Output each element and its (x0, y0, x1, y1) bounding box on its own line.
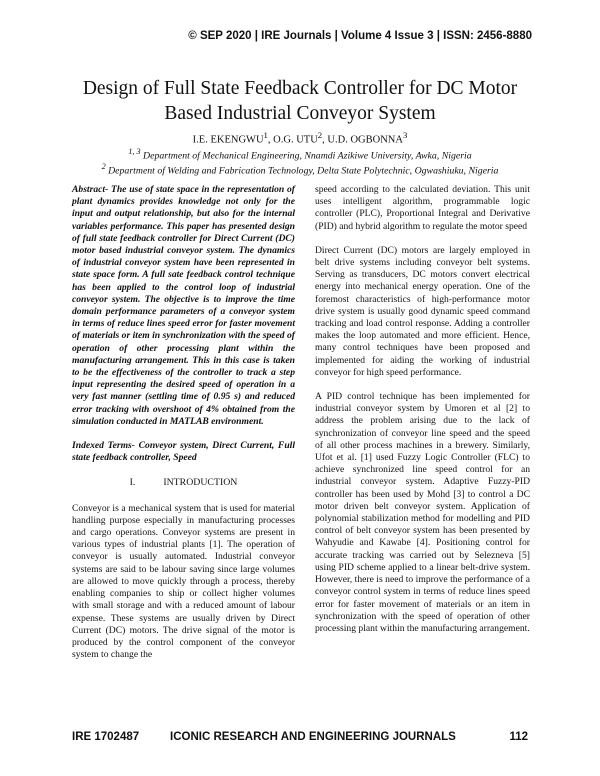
author-3-sup: 3 (402, 130, 408, 140)
author-list: I.E. EKENGWU$^1$, O.G. UTU$^2$, U.D. OGBONNA$^3$ (192, 130, 408, 146)
author-2-sup: 2 (317, 130, 323, 140)
footer-article-id: IRE 1702487 (72, 731, 140, 743)
left-column (72, 184, 295, 673)
intro-paragraph-3: A PID control technique has been implemented for industrial conveyor system by Umoren et al [2] to address the problem arising due to the lack of synchronization of conveyor line speed and the speed of all other process machines in a brewery. Similarly, Ufot et al. [1] used Fuzzy Logic Controller (FLC) to achieve synchronized line speed control for an industrial conveyor system. Adaptive Fuzzy-PID controller has been used by Mohd [3] to control a DC motor driven belt conveyor system. Application of polynomial stabilization method for modelling and PID control of belt conveyor system has been presented by Wahyudie and Kawabe [4]. Positioning control for accurate tracking was carried out by Selezneva [5] using PID scheme applied to a linear belt-drive system. However, there is need to improve the performance of a conveyor control system in terms of reduce lines speed error for faster movement of materials or an item in synchronization with the speed of operation of other processing plant within the manufacturing arrangement. (315, 391, 530, 634)
index-terms: Indexed Terms- Conveyor system, Direct Current, Full state feedback controller, Speed (72, 440, 295, 464)
affiliation-2-text: Department of Welding and Fabrication Technology, Delta State Polytechnic, Ogwashiuku, Nigeria (108, 165, 499, 177)
intro-paragraph-2: Direct Current (DC) motors are largely employed in belt drive systems including conveyor belt systems. Serving as transducers, DC motors convert electrical energy into mechanical energy operation. One of the foremost characteristics of high-performance motor drive system is usually good dynamic speed command tracking and load control response. Adding a controller makes the loop automated and more efficient. Hence, many control techniques have been proposed and implemented for aiding the working of industrial conveyor for high speed performance. (315, 244, 530, 378)
author-2-name: O.G. UTU (273, 134, 318, 146)
intro-paragraph-1: Conveyor is a mechanical system that is used for material handling purpose especially in manufacturing processes and cargo operations. Conveyor systems are present in various types of industrial plants [1]. The operation of conveyor is usually automated. Industrial conveyor systems are said to be labour saving since large volumes are allowed to move quickly through a process, thereby enabling companies to ship or collect higher volumes with small storage and with a reduced amount of labour expense. These systems are usually driven by Direct Current (DC) motors. The drive signal of the motor is produced by the control component of the conveyor system to change the (72, 502, 295, 661)
title-line-1: Design of Full State Feedback Controller for DC Motor (82, 78, 518, 99)
section-heading-introduction (72, 477, 295, 489)
affiliation-2-sup: 2 (101, 162, 106, 171)
right-column (315, 184, 530, 647)
affiliation-2 (30, 160, 570, 177)
affiliation-1-text: Department of Mechanical Engineering, Nnamdi Azikiwe University, Awka, Nigeria (143, 150, 472, 162)
intro-paragraph-1-continued: speed according to the calculated deviation. This unit uses intelligent algorithm, programmable logic controller (PLC), Proportional Integral and Derivative (PID) and hybrid algorithm to regulate the motor speed (315, 184, 530, 232)
affiliation-1-sup: 1, 3 (128, 147, 141, 156)
title-line-2: Based Industrial Conveyor System (164, 103, 436, 124)
author-3-name: U.D. OGBONNA (327, 134, 403, 146)
paper-title (40, 76, 560, 126)
section-number: I. (129, 477, 136, 489)
author-1-sup: 1 (263, 130, 268, 140)
author-1-name: I.E. EKENGWU (192, 134, 264, 146)
running-header: © SEP 2020 | IRE Journals | Volume 4 Issue 3 | ISSN: 2456-8880 (188, 30, 532, 42)
abstract: Abstract- The use of state space in the representation of plant dynamics provides knowledge not only for the input and output relationship, but also for the internal variables performance. This paper has presented design of full state feedback controller for Direct Current (DC) motor based industrial conveyor system. The dynamics of industrial conveyor system have been represented in state space form. A full sate feedback control technique has been applied to the control loop of industrial conveyor system. The objective is to improve the time domain performance parameters of a conveyor system in terms of reduce lines speed error for faster movement of materials or item in synchronization with the speed of operation of other processing plant within the manufacturing arrangement. This in this case is taken to be the effectiveness of the controller to track a step input representing the desired speed of operation in a very fast manner (settling time of 0.95 s) and reduced error tracking with overshoot of 4% obtained from the simulation conducted in MATLAB environment. (72, 184, 295, 427)
section-title: INTRODUCTION (163, 477, 238, 489)
footer-page-number: 112 (509, 731, 528, 743)
footer-journal-name: ICONIC RESEARCH AND ENGINEERING JOURNALS (170, 731, 456, 743)
